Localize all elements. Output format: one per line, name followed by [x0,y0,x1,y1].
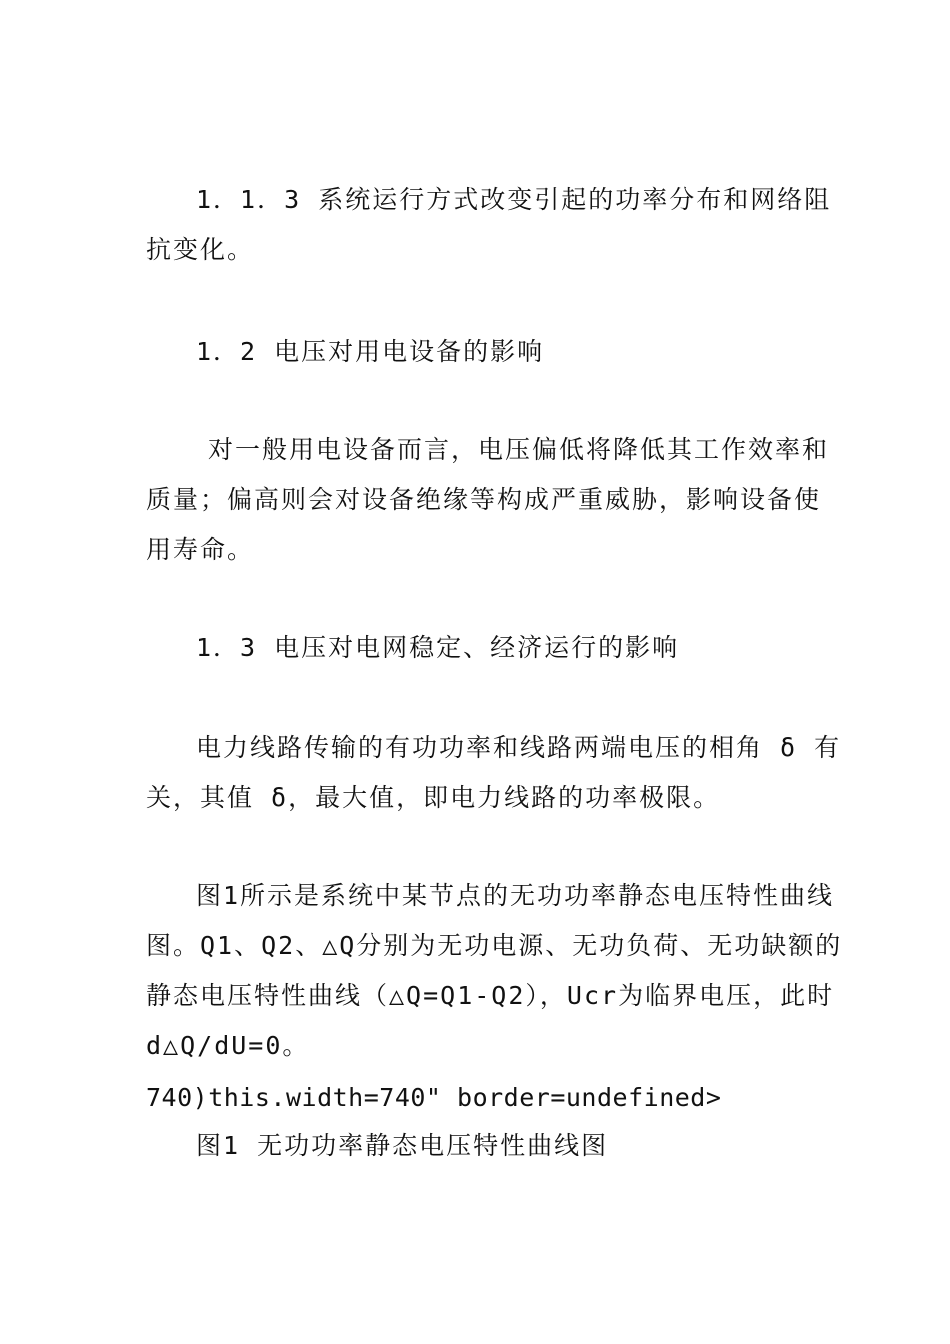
section-heading-1-2: 1．2 电压对用电设备的影响 [196,337,545,366]
paragraph-6-line-2: 图。Q1、Q2、△Q分别为无功电源、无功负荷、无功缺额的 [146,931,843,960]
figure-caption: 图1 无功功率静态电压特性曲线图 [196,1131,609,1160]
section-heading-1-3: 1．3 电压对电网稳定、经济运行的影响 [196,633,680,662]
paragraph-3-line-3: 用寿命。 [146,535,255,564]
paragraph-3-line-1: 对一般用电设备而言，电压偏低将降低其工作效率和 [208,435,830,464]
paragraph-6-line-4: d△Q/dU=0。 [146,1031,310,1060]
paragraph-6-line-3: 静态电压特性曲线（△Q=Q1-Q2），Ucr为临界电压，此时 [146,981,835,1010]
paragraph-5-line-1: 电力线路传输的有功功率和线路两端电压的相角 δ 有 [196,733,842,762]
paragraph-6-line-1: 图1所示是系统中某节点的无功功率静态电压特性曲线 [196,881,835,910]
broken-image-markup: 740)this.width=740" border=undefined> [146,1083,722,1112]
paragraph-5-line-2: 关，其值 δ，最大值，即电力线路的功率极限。 [146,783,721,812]
paragraph-3-line-2: 质量；偏高则会对设备绝缘等构成严重威胁，影响设备使 [146,485,822,514]
paragraph-1-line-1: 1．1．3 系统运行方式改变引起的功率分布和网络阻 [196,185,832,214]
paragraph-1-line-2: 抗变化。 [146,235,255,264]
